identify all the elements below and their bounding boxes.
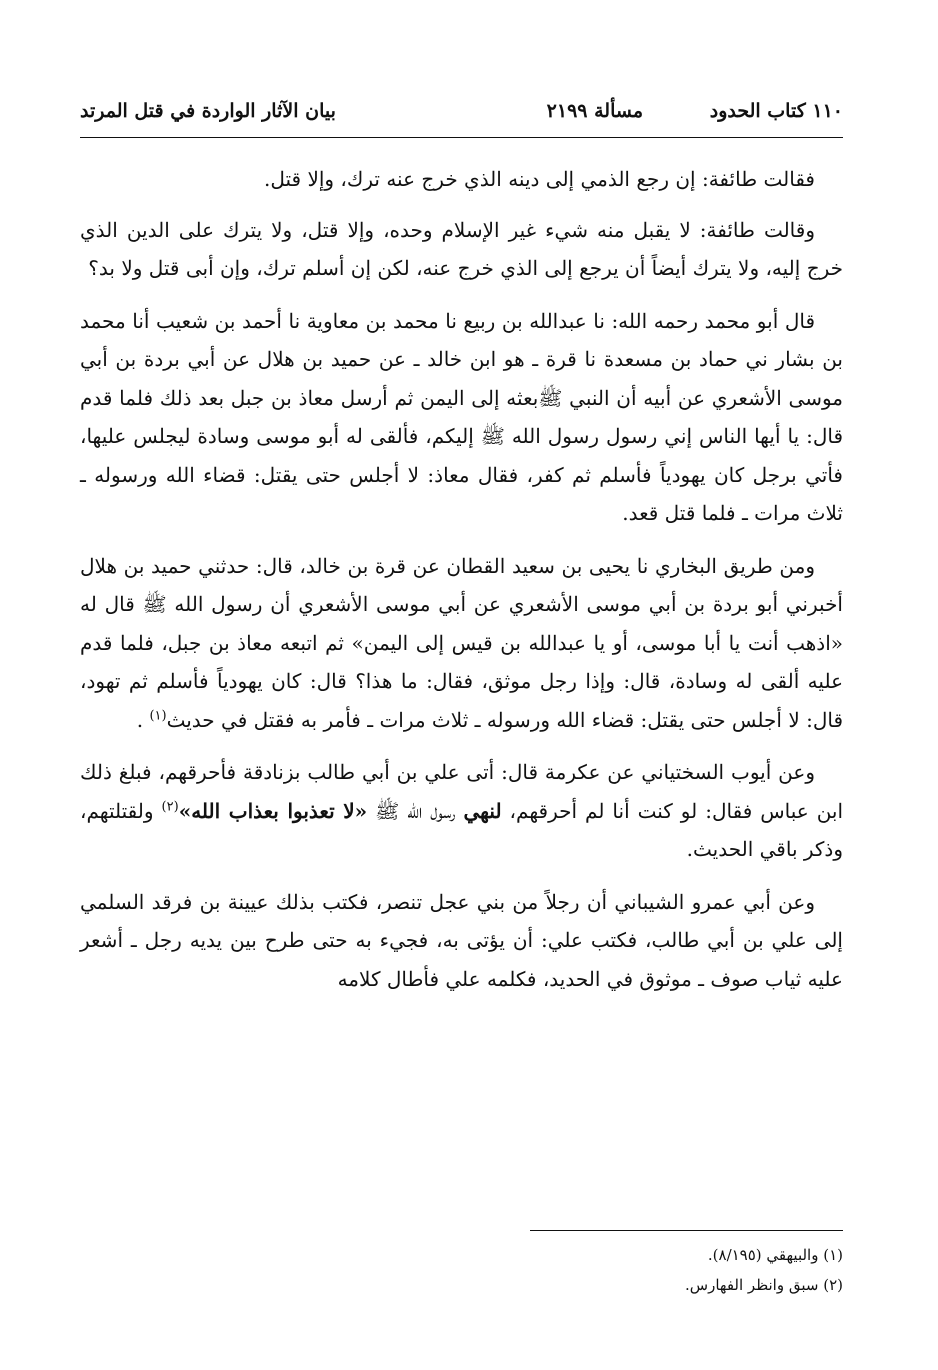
page-number-and-book: ١١٠ كتاب الحدود [709,100,843,122]
paragraph-4-end: . [136,707,144,732]
paragraph-5-text-b: رسول الله ﷺ [375,798,456,823]
footnote-ref-1: (١) [149,707,167,723]
main-text [80,160,843,1012]
paragraph-6: وعن أبي عمرو الشيباني أن رجلاً من بني عجل تنصر، فكتب بذلك عيينة بن فرقد السلمي إلى علي بن أبي طالب، فكتب علي: أن يؤتى به، فجيء به حتى طرح بين يديه رجل ـ أشعر عليه ثياب صوف ـ موثوق في الحديد، فكلمه علي فأطال كلامه [80,889,843,991]
footnotes [80,1240,843,1300]
footnote-rule [530,1230,843,1231]
header-rule [80,137,843,138]
paragraph-2: وقالت طائفة: لا يقبل منه شيء غير الإسلام وحده، وإلا قتل، ولا يترك على الدين الذي خرج إليه، ولا يترك أيضاً أن يرجع إلى الذي خرج عنه، لكن إن أسلم ترك، وإن أبى قتل ولا بد؟ [80,217,843,280]
paragraph-4 [80,547,843,740]
paragraph-4-text: ومن طريق البخاري نا يحيى بن سعيد القطان عن قرة بن خالد، قال: حدثني حميد بن هلال أخبرني أبو بردة بن أبي موسى الأشعري عن أبي موسى الأشعري أن رسول الله ﷺ قال له «اذهب أنت يا أبا موسى، أو يا عبدالله بن قيس إلى اليمن» ثم اتبعه معاذ بن جبل، فلما قدم عليه ألقى له وسادة، قال: وإذا رجل موثق، فقال: ما هذا؟ قال: كان يهودياً فأسلم ثم تهود، قال: لا أجلس حتى يقتل: قضاء الله ورسوله ـ ثلاث مرات ـ فأمر به فقتل في حديث [80,553,843,732]
issue-number: مسألة ٢١٩٩ [546,100,643,122]
paragraph-5-bold-2: «لا تعذبوا بعذاب الله» [178,798,368,823]
paragraph-1: فقالت طائفة: إن رجع الذمي إلى دينه الذي خرج عنه ترك، وإلا قتل. [263,167,815,191]
paragraph-5-text-a: وعن أيوب السختياني عن عكرمة قال: أتى علي بن أبي طالب بزنادقة فأحرقهم، فبلغ ذلك ابن عباس فقال: لو كنت أنا لم أحرقهم، [80,760,844,823]
footnote-ref-2: (٢) [161,798,179,814]
running-header [80,100,843,134]
footnote-2: (٢) سبق وانظر الفهارس. [685,1276,843,1294]
paragraph-5 [80,753,843,869]
paragraph-3: قال أبو محمد رحمه الله: نا عبدالله بن ربيع نا محمد بن معاوية نا أحمد بن شعيب أنا محمد بن بشار ني حماد بن مسعدة نا قرة ـ هو ابن خالد ـ عن حميد بن هلال عن أبي بردة بن أبي موسى الأشعري عن أبيه أن النبي ﷺبعثه إلى اليمن ثم أرسل معاذ بن جبل بعد ذلك فلما قدم قال: يا أيها الناس إني رسول رسول الله ﷺ إليكم، فألقى له أبو موسى وسادة ليجلس عليها، فأتي برجل كان يهودياً فأسلم ثم كفر، فقال معاذ: لا أجلس حتى يقتل: قضاء الله ورسوله ـ ثلاث مرات ـ فلما قتل قعد. [80,308,843,525]
paragraph-5-bold-1: لنهي [463,798,502,823]
paragraph-5-text-c: ولقتلتهم، وذكر باقي الحديث. [80,798,843,861]
section-title: بيان الآثار الواردة في قتل المرتد [80,100,336,122]
footnote-1: (١) والبيهقي (٨/١٩٥). [707,1246,843,1264]
